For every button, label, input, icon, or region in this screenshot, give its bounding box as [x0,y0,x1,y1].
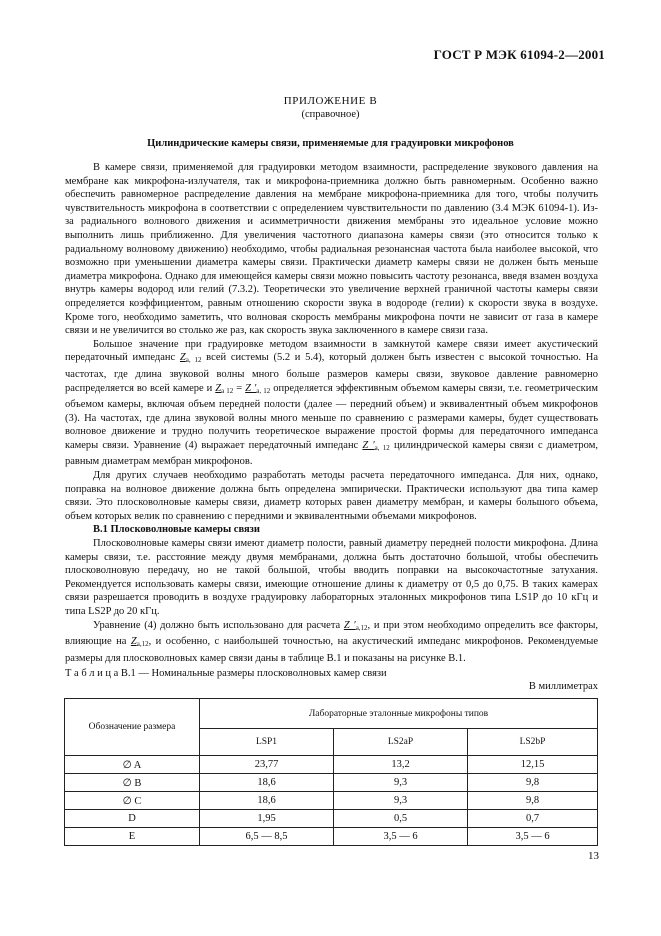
table-cell: 23,77 [200,756,334,774]
header-microphone-types: Лабораторные эталонные микрофоны типов [200,699,598,729]
table-cell: 9,3 [334,792,468,810]
table-cell: 18,6 [200,774,334,792]
paragraph-5: Уравнение (4) должно быть использовано для расчета Z $'_{a,12}$, и при этом необходимо определить все факторы, влияющие на $Z_{a,12}$, и особенно, с наибольшей точностью, на акустический импеданс микрофонов. Рекомендуемые размеры для плосковолновых камер связи даны в таблице В.1 и показаны на рисунке В.1. [65,619,598,664]
table-cell: 6,5 — 8,5 [200,828,334,846]
header-designation: Обозначение размера [65,699,200,756]
table-cell: 9,3 [334,774,468,792]
impedance-prime-symbol: Z ′ [362,439,375,451]
table-cell: 0,5 [334,810,468,828]
appendix-subtitle: (справочное) [301,109,360,120]
table-row [65,810,598,828]
body-text [65,161,598,665]
table-cell: 1,95 [200,810,334,828]
table-cell: 12,15 [468,756,598,774]
table-row [65,756,598,774]
table-row [65,792,598,810]
paragraph-3: Для других случаев необходимо разработать методы расчета передаточного импеданса. Для них, однако, поправка на волновое движение должна быть определена эмпирически. Практически используют два типа камер связи. Это плосковолновые камеры связи, диаметр которых равен диаметру мембран, и камеры большого объема, объем которых велик по сравнению с передними и эквивалентными объемами микрофонов. [65,470,598,522]
column-header: LSP1 [200,729,334,756]
column-header: LS2aP [334,729,468,756]
table-unit: В миллиметрах [528,681,598,692]
table-cell: 18,6 [200,792,334,810]
table-row [65,828,598,846]
paragraph-2: Большое значение при градуировке методом взаимности в замкнутой камере связи имеет акустический передаточный импеданс $Z_{a, 12}$ всей системы (5.2 и 5.4), который должен быть известен с высокой точностью. На частотах, где длина звуковой волны много больше размеров камеры связи, звуковое давление равномерно распределяется во всей камере и $Z_{a 12} = Z$ $'_{a, 12}$ определяется эффективным объемом камеры связи, т.е. геометрическим объемом камеры, включая объем передней полости (далее — передний объем) и эквивалентный объем микрофонов (3). На частотах, где длина звуковой волны много меньше по сравнению с размерами камеры, будет существовать волновое движение и трудно получить теоретическое выражение простой формы для передаточного импеданса камеры связи. Уравнение (4) выражает передаточный импеданс Z $'_{a, 12}$ цилиндрической камеры связи с диаметром, равным диаметрам мембран микрофонов. [65,338,599,468]
impedance-prime-symbol: Z ′ [245,382,257,394]
table-cell: 9,8 [468,774,598,792]
row-label: ∅ C [65,792,200,810]
section-title: Цилиндрические камеры связи, применяемые для градуировки микрофонов [147,138,514,149]
table-cell: 9,8 [468,792,598,810]
table-cell: 3,5 — 6 [334,828,468,846]
table-cell: 3,5 — 6 [468,828,598,846]
impedance-symbol: Z [215,382,222,394]
subsection-title: В.1 Плосковолновые камеры связи [93,524,260,536]
column-header: LS2bP [468,729,598,756]
table-cell: 0,7 [468,810,598,828]
impedance-symbol: Z [179,352,186,364]
page-number: 13 [588,850,599,862]
row-label: ∅ B [65,774,200,792]
standard-header: ГОСТ Р МЭК 61094-2—2001 [433,47,605,62]
table-row [65,774,598,792]
paragraph-1: В камере связи, применяемой для градуировки методом взаимности, распределение звукового давления на мембране как микрофона-излучателя, так и микрофона-приемника должно быть равномерным. Особенно важно обеспечить равномерное распределение давления на мембране микрофона-приемника для того, чтобы получить чувствительность микрофона в соответствии с определением чувствительности по давлению (3.4 МЭК 61094-1). Из-за радиального волнового движения и асимметричности движения мембраны это идеальное условие можно выполнить лишь приближенно. Для увеличения частотного диапазона камеры связи (это относится только к радиальному волновому движению) необходимо, чтобы радиальная резонансная частота была наиболее высокой, что возможно при уменьшении диаметра камеры связи. Практически диаметр камеры связи не должен быть меньше диаметра микрофона. Однако для имеющейся камеры связи можно повысить частоту резонанса, введя взамен воздуха внутрь камеры водород или гелий (7.3.2). Теоретически это увеличение верхней граничной частоты камеры связи определяется коэффициентом, равным отношению скорости звука в водороде (гелии) к скорости звука в воздухе. Кроме того, необходимо заметить, что волновая скорость мембраны микрофона почти не зависит от газа в камере связи и не увеличится во столько же раз, как скорость звука заключенного в камере связи газа. [65,162,598,337]
row-label: ∅ A [65,756,200,774]
row-label: E [65,828,200,846]
dimensions-table [64,698,598,846]
table-title: Т а б л и ц а В.1 — Номинальные размеры плосковолновых камер связи [65,668,387,679]
impedance-prime-symbol: Z ′ [343,619,356,631]
row-label: D [65,810,200,828]
paragraph-4: Плосковолновые камеры связи имеют диаметр полости, равный диаметру передней полости микрофона. Длина камеры связи, т.е. расстояние между двумя мембранами, должна быть достаточно большой, чтобы обеспечить плосковолновую передачу, но не такой большой, чтобы вводить поправки на высокочастотные затухания. Рекомендуется использовать камеры связи, имеющие отношение длины к диаметру от 0,5 до 0,75. В таких камерах связи разрешается проводить в воздухе градуировку лабораторных эталонных микрофонов типа LS1P до 10 кГц и типа LS2P до 20 кГц. [65,538,598,617]
appendix-title: ПРИЛОЖЕНИЕ В [283,95,378,107]
table-cell: 13,2 [334,756,468,774]
impedance-symbol: Z [130,636,137,648]
